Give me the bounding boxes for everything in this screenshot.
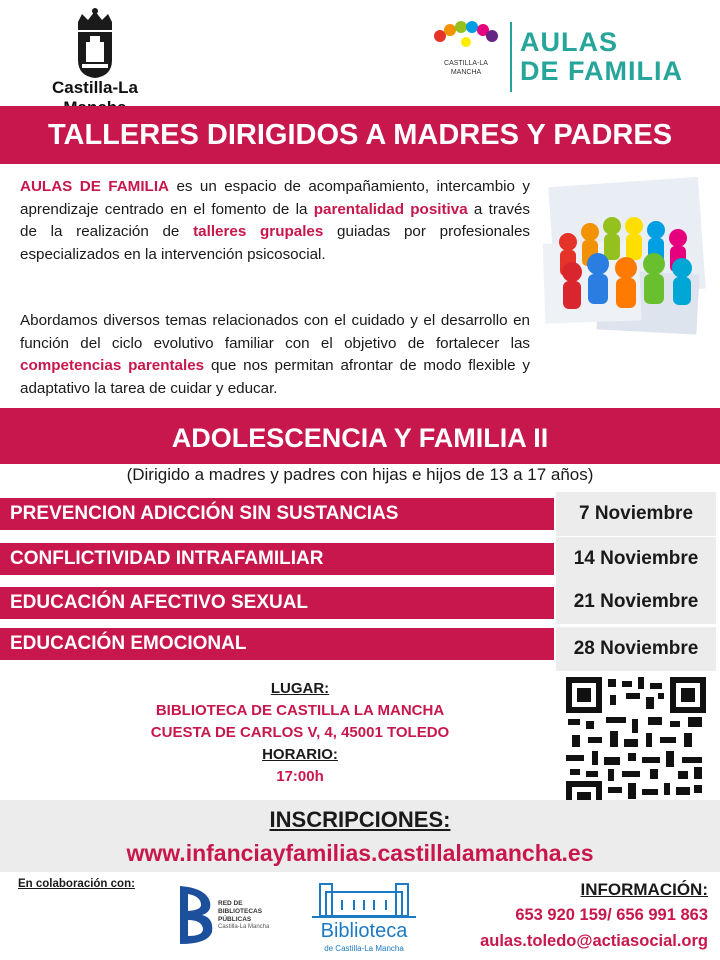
- collaboration-label: En colaboración con:: [18, 878, 135, 890]
- workshop-date: 7 Noviembre: [556, 492, 716, 536]
- schedule-time: 17:00h: [276, 768, 324, 785]
- region-name: Castilla-La: [52, 78, 138, 97]
- registration-url[interactable]: www.infanciayfamilias.castillalamancha.es: [126, 840, 594, 866]
- highlighted-text: parentalidad positiva: [313, 200, 468, 218]
- intro-paragraph-2: [20, 310, 530, 400]
- workshop-title: PREVENCION ADICCIÓN SIN SUSTANCIAS: [0, 498, 554, 530]
- small-logo-text: CASTILLA-LAMANCHA: [444, 60, 488, 76]
- aulas-de-familia-logo: [520, 28, 710, 86]
- qr-code-icon: [566, 677, 706, 817]
- paper-people-illustration: [538, 172, 714, 342]
- body-text: que nos permitan afrontar de modo flexible y adaptativo la tarea de cuidar y educar.: [20, 357, 530, 397]
- intro-paragraph-1: [20, 176, 530, 266]
- highlighted-text: competencias parentales: [20, 357, 205, 374]
- logo-divider: [510, 22, 512, 92]
- section-banner: ADOLESCENCIA Y FAMILIA II: [0, 408, 720, 464]
- workshop-title: EDUCACIÓN EMOCIONAL: [0, 628, 554, 660]
- workshop-title: EDUCACIÓN AFECTIVO SEXUAL: [0, 587, 554, 619]
- red-line-2: BIBLIOTECAS: [218, 908, 263, 915]
- workshop-date: 28 Noviembre: [556, 627, 716, 671]
- people-circle-icon: [430, 18, 502, 52]
- illustration-image: [538, 172, 714, 342]
- qr-code[interactable]: [566, 677, 706, 817]
- red-line-1: RED DE: [218, 900, 243, 907]
- venue-label: LUGAR:: [270, 680, 330, 697]
- body-text: es un espacio de acompañamiento, intercambio y aprendizaje centrado en el fomento de la: [20, 178, 530, 218]
- information-label: INFORMACIÓN:: [580, 880, 708, 899]
- venue-name: BIBLIOTECA DE CASTILLA LA MANCHA: [155, 702, 445, 719]
- information-block: [430, 878, 708, 954]
- workshop-title: CONFLICTIVIDAD INTRAFAMILIAR: [0, 543, 554, 575]
- red-bibliotecas-logo: [176, 884, 286, 954]
- biblioteca-subtitle: de Castilla-La Mancha: [324, 944, 404, 953]
- highlighted-text: AULAS DE FAMILIA: [20, 178, 170, 195]
- castilla-la-mancha-logo: [20, 8, 170, 100]
- highlighted-text: talleres grupales: [193, 223, 324, 240]
- section-subtitle: (Dirigido a madres y padres con hijas e hijos de 13 a 17 años): [126, 465, 594, 484]
- main-banner: TALLERES DIRIGIDOS A MADRES Y PADRES: [0, 106, 720, 164]
- venue-block: [100, 678, 500, 788]
- small-clm-logo: [430, 18, 502, 88]
- body-text: a través de la realización de: [20, 200, 530, 240]
- venue-address: CUESTA DE CARLOS V, 4, 45001 TOLEDO: [150, 724, 450, 741]
- red-bibliotecas-icon: [176, 884, 216, 946]
- phone-numbers[interactable]: 653 920 159/ 656 991 863: [515, 906, 708, 924]
- workshop-date: 14 Noviembre: [556, 537, 716, 581]
- biblioteca-logo: [302, 880, 426, 956]
- body-text: guiadas por profesionales especializados en la intervención psicosocial.: [20, 223, 530, 263]
- coat-of-arms-icon: [20, 8, 170, 80]
- registration-label: INSCRIPCIONES:: [269, 807, 451, 832]
- schedule-label: HORARIO:: [262, 746, 338, 763]
- logo-line-aulas: AULAS: [520, 27, 618, 57]
- alcazar-building-icon: [302, 880, 426, 920]
- red-line-3: PÚBLICAS: [218, 916, 252, 923]
- body-text: Abordamos diversos temas relacionados con el cuidado y el desarrollo en función del ciclo evolutivo familiar con el objetivo de fortalecer las: [20, 312, 530, 352]
- biblioteca-name: Biblioteca: [320, 920, 408, 942]
- logo-line-de-familia: DE FAMILIA: [520, 56, 683, 86]
- red-line-4: Castilla-La Mancha: [218, 924, 270, 930]
- contact-email[interactable]: aulas.toledo@actiasocial.org: [480, 932, 708, 950]
- workshop-date: 21 Noviembre: [556, 580, 716, 624]
